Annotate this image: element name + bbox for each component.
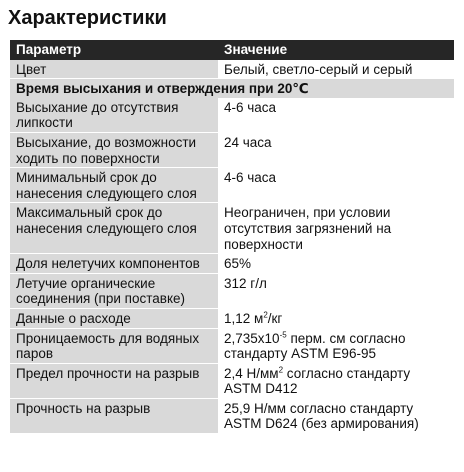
row-value: 312 г/л <box>218 273 454 308</box>
table-row <box>10 98 454 133</box>
row-param: Минимальный срок до нанесения следующего слоя <box>10 168 218 203</box>
table-row <box>10 203 454 254</box>
row-param: Летучие органические соединения (при поставке) <box>10 273 218 308</box>
table-row-consumption <box>10 308 454 328</box>
value-superscript: 2 <box>263 310 268 320</box>
table-row <box>10 168 454 203</box>
header-param: Параметр <box>10 40 218 60</box>
value-superscript: -5 <box>279 330 287 339</box>
row-value: 4-6 часа <box>218 98 454 133</box>
value-tail: согласно стандарту ASTM D412 <box>224 365 411 397</box>
row-value: 65% <box>218 254 454 274</box>
header-value: Значение <box>218 40 454 60</box>
row-value <box>218 328 454 363</box>
row-value: Белый, светло-серый и серый <box>218 60 454 79</box>
value-tail: /кг <box>267 310 283 326</box>
row-value: 25,9 Н/мм согласно стандарту ASTM D624 (без армирования) <box>218 398 454 433</box>
characteristics-table <box>10 40 454 434</box>
table-row-permeability <box>10 328 454 363</box>
section-title: Время высыхания и отверждения при 20℃ <box>10 79 454 98</box>
row-value: Неограничен, при условии отсутствия загрязнений на поверхности <box>218 203 454 254</box>
value-tail: перм. см согласно стандарту ASTM E96-95 <box>224 330 406 362</box>
row-param: Цвет <box>10 60 218 79</box>
row-value: 4-6 часа <box>218 168 454 203</box>
table-row <box>10 254 454 274</box>
row-param: Высыхание до отсутствия липкости <box>10 98 218 133</box>
table-row <box>10 273 454 308</box>
row-param: Максимальный срок до нанесения следующего слоя <box>10 203 218 254</box>
row-param: Проницаемость для водяных паров <box>10 328 218 363</box>
table-header-row <box>10 40 454 60</box>
value-main: 2,735x10 <box>224 330 280 346</box>
row-value <box>218 308 454 328</box>
row-param: Высыхание, до возможности ходить по поверхности <box>10 132 218 167</box>
row-value: 24 часа <box>218 132 454 167</box>
table-row-color <box>10 60 454 79</box>
row-param: Данные о расходе <box>10 308 218 328</box>
table-row <box>10 132 454 167</box>
value-superscript: 2 <box>278 365 284 375</box>
row-value <box>218 363 454 398</box>
table-row-breaking-strength <box>10 363 454 398</box>
page-title: Характеристики <box>8 7 167 29</box>
row-param: Прочность на разрыв <box>10 398 218 433</box>
value-main: 2,4 Н/мм <box>224 365 279 381</box>
row-param: Доля нелетучих компонентов <box>10 254 218 274</box>
value-main: 1,12 м <box>224 310 264 326</box>
section-row <box>10 79 454 98</box>
row-param: Предел прочности на разрыв <box>10 363 218 398</box>
table-row-tear-strength <box>10 398 454 433</box>
